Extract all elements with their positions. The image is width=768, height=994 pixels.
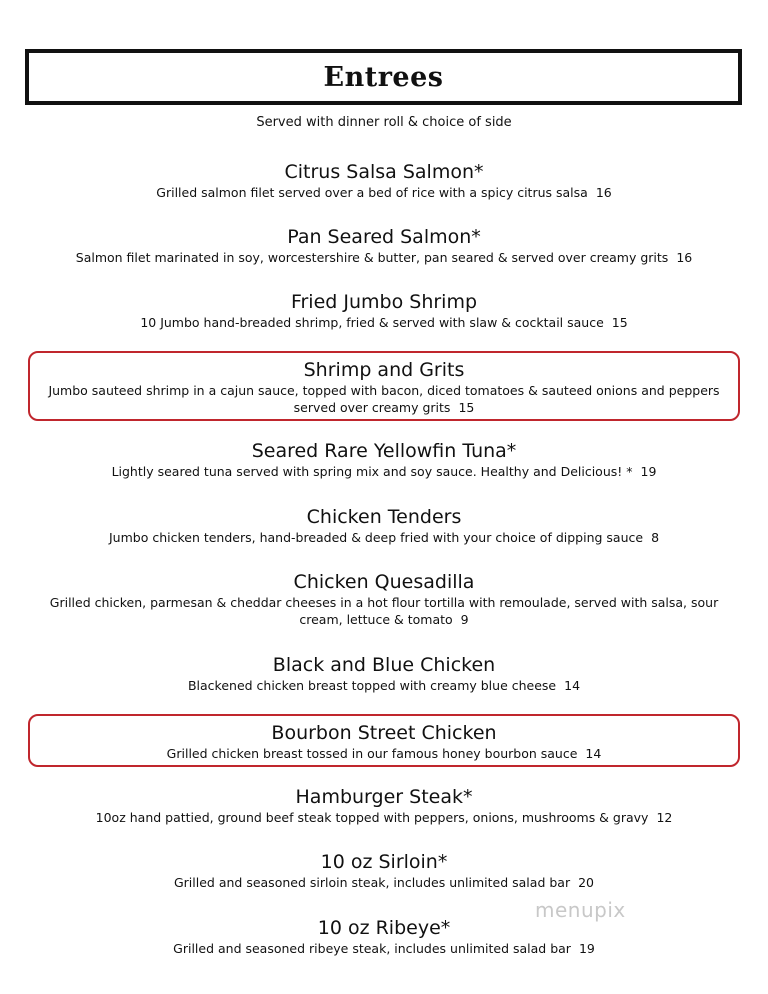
menu-item-name: Black and Blue Chicken: [272, 654, 496, 676]
menu-item-desc-text: 10oz hand pattied, ground beef steak topped with peppers, onions, mushrooms & gravy: [95, 810, 649, 825]
menu-item-name: Shrimp and Grits: [303, 359, 465, 381]
menu-item-name: 10 oz Sirloin*: [320, 851, 448, 873]
menu-item-name: Fried Jumbo Shrimp: [290, 291, 478, 313]
menu-item-price: 14: [585, 746, 602, 761]
menu-item-black-and-blue-chicken: [28, 654, 740, 694]
menu-item-name: Chicken Tenders: [306, 506, 462, 528]
section-title-box: [25, 49, 742, 105]
menu-item-description: [28, 184, 740, 201]
menu-item-desc-text: Grilled chicken, parmesan & cheddar cheeses in a hot flour tortilla with remoulade, served with salsa, sour cream, lettuce & tomato: [49, 595, 719, 627]
menu-item-name: Hamburger Steak*: [295, 786, 473, 808]
menu-item-price: 19: [578, 941, 595, 956]
menu-item-desc-text: Blackened chicken breast topped with creamy blue cheese: [187, 678, 557, 693]
menu-item-price: 19: [640, 464, 657, 479]
menu-item-name: 10 oz Ribeye*: [317, 917, 451, 939]
menu-item-chicken-quesadilla: [28, 571, 740, 628]
menu-item-seared-rare-yellowfin-tuna: [28, 440, 740, 480]
menu-item-chicken-tenders: [28, 506, 740, 546]
menu-item-name: Pan Seared Salmon*: [287, 226, 481, 248]
menu-item-price: 9: [460, 612, 469, 627]
menu-item-price: 16: [676, 250, 693, 265]
menu-item-desc-text: Grilled salmon filet served over a bed of rice with a spicy citrus salsa: [156, 185, 588, 200]
menu-item-description: [30, 745, 738, 762]
menu-item-fried-jumbo-shrimp: [28, 291, 740, 331]
menu-item-desc-text: Grilled and seasoned ribeye steak, includes unlimited salad bar: [173, 941, 571, 956]
section-subtitle: Served with dinner roll & choice of side: [256, 115, 512, 130]
menu-item-name: Chicken Quesadilla: [293, 571, 475, 593]
menu-item-description: [28, 594, 740, 628]
menu-item-shrimp-and-grits: [28, 351, 740, 421]
menu-item-description: [28, 809, 740, 826]
section-title: Entrees: [323, 61, 444, 93]
menu-item-description: [30, 382, 738, 416]
watermark-logo: menupix: [535, 898, 626, 922]
menu-item-price: 16: [595, 185, 612, 200]
menu-item-description: [28, 874, 740, 891]
menu-item-pan-seared-salmon: [28, 226, 740, 266]
menu-item-description: [28, 529, 740, 546]
menu-item-price: 20: [578, 875, 594, 890]
menu-item-desc-text: Salmon filet marinated in soy, worcestershire & butter, pan seared & served over creamy grits: [75, 250, 669, 265]
menu-item-bourbon-street-chicken: [28, 714, 740, 767]
menu-item-price: 15: [611, 315, 628, 330]
menu-item-10-oz-sirloin: [28, 851, 740, 891]
menu-item-desc-text: Grilled and seasoned sirloin steak, includes unlimited salad bar: [173, 875, 571, 890]
menu-item-desc-text: 10 Jumbo hand-breaded shrimp, fried & served with slaw & cocktail sauce: [140, 315, 604, 330]
menu-item-citrus-salsa-salmon: [28, 161, 740, 201]
menu-item-description: [28, 249, 740, 266]
menu-item-name: Seared Rare Yellowfin Tuna*: [251, 440, 517, 462]
menu-item-name: Bourbon Street Chicken: [271, 722, 497, 744]
menu-item-description: [28, 940, 740, 957]
menu-item-price: 15: [458, 400, 475, 415]
menu-item-price: 8: [651, 530, 660, 545]
menu-item-name: Citrus Salsa Salmon*: [284, 161, 484, 183]
menu-item-desc-text: Jumbo sauteed shrimp in a cajun sauce, topped with bacon, diced tomatoes & sauteed onions and peppers served over creamy grits: [48, 383, 720, 415]
menu-item-price: 14: [564, 678, 581, 693]
menu-item-description: [28, 463, 740, 480]
menu-item-desc-text: Grilled chicken breast tossed in our famous honey bourbon sauce: [166, 746, 578, 761]
menu-item-desc-text: Lightly seared tuna served with spring mix and soy sauce. Healthy and Delicious! *: [111, 464, 633, 479]
menu-item-10-oz-ribeye: [28, 917, 740, 957]
menu-item-description: [28, 677, 740, 694]
menu-item-description: [28, 314, 740, 331]
menu-item-price: 12: [656, 810, 673, 825]
menu-item-desc-text: Jumbo chicken tenders, hand-breaded & deep fried with your choice of dipping sauce: [108, 530, 644, 545]
menu-item-hamburger-steak: [28, 786, 740, 826]
